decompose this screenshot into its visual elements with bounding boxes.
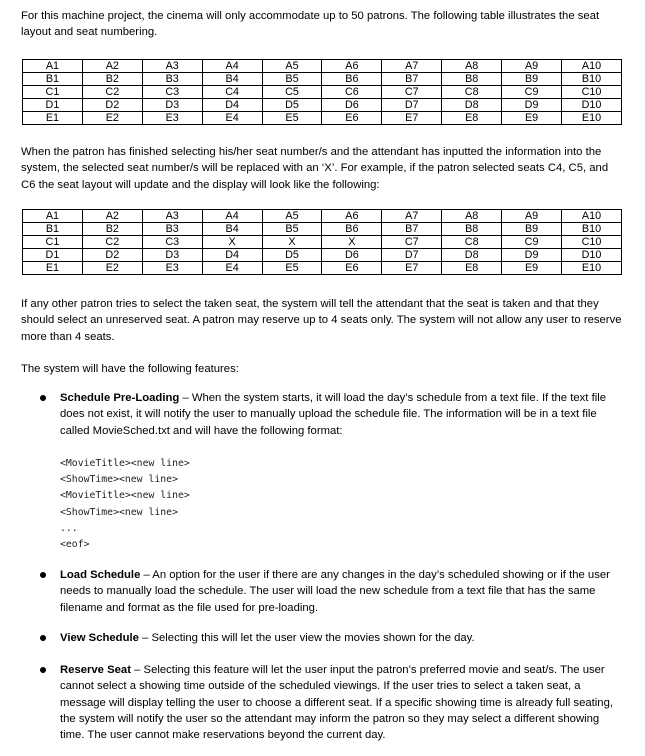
seat-cell: E9 xyxy=(502,262,562,275)
seat-cell: C10 xyxy=(562,236,622,249)
seat-cell: A6 xyxy=(322,210,382,223)
seat-cell: E4 xyxy=(202,262,262,275)
code-line: <ShowTime><new line> xyxy=(60,506,178,518)
feature-text: – Selecting this will let the user view the movies shown for the day. xyxy=(138,632,475,644)
seat-cell: D4 xyxy=(202,99,262,112)
seat-cell: D1 xyxy=(23,249,83,262)
seat-cell: E9 xyxy=(502,112,562,125)
seat-cell: C2 xyxy=(82,236,142,249)
seat-row xyxy=(23,73,622,86)
seat-cell: D5 xyxy=(262,249,322,262)
seat-row xyxy=(23,60,622,73)
seat-cell: B3 xyxy=(142,73,202,86)
seat-cell: E7 xyxy=(382,262,442,275)
seat-row xyxy=(23,99,622,112)
seat-cell: A1 xyxy=(23,60,83,73)
seat-cell: B2 xyxy=(82,223,142,236)
seat-cell: B7 xyxy=(382,223,442,236)
code-line: <ShowTime><new line> xyxy=(60,474,178,486)
seat-cell: B2 xyxy=(82,73,142,86)
seat-cell: X xyxy=(202,236,262,249)
seat-cell: C1 xyxy=(23,86,83,99)
code-line: ... xyxy=(60,522,78,534)
intro-paragraph: For this machine project, the cinema will only accommodate up to 50 patrons. The following table illustrates the seat layout and seat numbering. xyxy=(21,10,600,39)
seat-cell: D7 xyxy=(382,249,442,262)
seat-cell: D9 xyxy=(502,99,562,112)
feature-schedule-preloading xyxy=(0,390,618,439)
seat-cell: X xyxy=(322,236,382,249)
seat-cell: E4 xyxy=(202,112,262,125)
taken-seat-paragraph: If any other patron tries to select the taken seat, the system will tell the attendant that the seat is taken and that they should select an unreserved seat. A patron may reserve up to 4 seats only. The system will not allow any user to reserve more than 4 seats. xyxy=(21,298,622,343)
seat-cell: D10 xyxy=(562,249,622,262)
seat-cell: C5 xyxy=(262,86,322,99)
seat-cell: C7 xyxy=(382,86,442,99)
seat-cell: A2 xyxy=(82,60,142,73)
seat-cell: A5 xyxy=(262,60,322,73)
seat-cell: A9 xyxy=(502,210,562,223)
seat-row xyxy=(23,249,622,262)
seat-cell: A10 xyxy=(562,60,622,73)
feature-text: – An option for the user if there are any changes in the day’s scheduled showing or if the user needs to manually load the schedule. The user will load the new schedule from a text file that has the same filename and format as the file used for pre-loading. xyxy=(60,569,610,614)
seat-row xyxy=(23,236,622,249)
seat-row xyxy=(23,86,622,99)
seat-cell: C8 xyxy=(442,86,502,99)
seat-cell: C2 xyxy=(82,86,142,99)
seat-cell: E7 xyxy=(382,112,442,125)
seat-cell: E5 xyxy=(262,262,322,275)
seat-cell: C3 xyxy=(142,86,202,99)
seat-cell: D2 xyxy=(82,99,142,112)
seat-cell: B4 xyxy=(202,73,262,86)
seat-cell: B8 xyxy=(442,73,502,86)
selection-paragraph: When the patron has finished selecting his/her seat number/s and the attendant has inputted the information into the system, the selected seat number/s will be replaced with an ‘X’. For example, if the patron selected seats C4, C5, and C6 the seat layout will update and the display will look like the following: xyxy=(21,146,609,191)
seat-cell: B8 xyxy=(442,223,502,236)
feature-load-schedule xyxy=(0,567,618,616)
seat-cell: A2 xyxy=(82,210,142,223)
seat-cell: C1 xyxy=(23,236,83,249)
seat-cell: C9 xyxy=(502,86,562,99)
seat-cell: E3 xyxy=(142,112,202,125)
seat-cell: B7 xyxy=(382,73,442,86)
feature-title: Reserve Seat xyxy=(60,664,131,676)
seat-cell: B1 xyxy=(23,223,83,236)
code-line: <MovieTitle><new line> xyxy=(60,490,190,502)
seat-cell: E1 xyxy=(23,262,83,275)
bullet-icon xyxy=(40,572,46,578)
seat-cell: B6 xyxy=(322,223,382,236)
seat-cell: E6 xyxy=(322,262,382,275)
seat-cell: A4 xyxy=(202,210,262,223)
bullet-icon xyxy=(40,667,46,673)
seat-cell: E6 xyxy=(322,112,382,125)
feature-view-schedule xyxy=(0,630,618,646)
seat-cell: D3 xyxy=(142,99,202,112)
feature-title: Schedule Pre-Loading xyxy=(60,392,180,404)
feature-text: – Selecting this feature will let the user input the patron’s preferred movie and seat/s. The user cannot select a showing time outside of the scheduled viewings. If the user tries to select a taken seat, a message will display telling the user to choose a different seat. If a specific showing time is already full seating, the system will notify the user so the attendant may inform the patron so they may select a different showing time. The user cannot make reservations beyond the current day. xyxy=(60,664,613,742)
seat-cell: C4 xyxy=(202,86,262,99)
feature-reserve-seat xyxy=(0,662,618,743)
seat-cell: E2 xyxy=(82,262,142,275)
bullet-icon xyxy=(40,395,46,401)
seat-cell: C8 xyxy=(442,236,502,249)
seat-row xyxy=(23,112,622,125)
seat-cell: D6 xyxy=(322,99,382,112)
seat-cell: B4 xyxy=(202,223,262,236)
seat-cell: C6 xyxy=(322,86,382,99)
seat-cell: B5 xyxy=(262,223,322,236)
seat-cell: E10 xyxy=(562,262,622,275)
updated-seat-layout-table xyxy=(22,209,622,275)
seat-cell: E10 xyxy=(562,112,622,125)
code-line: <eof> xyxy=(60,539,90,551)
seat-cell: A10 xyxy=(562,210,622,223)
seat-cell: E1 xyxy=(23,112,83,125)
bullet-icon xyxy=(40,635,46,641)
seat-cell: D2 xyxy=(82,249,142,262)
seat-cell: C10 xyxy=(562,86,622,99)
seat-cell: D9 xyxy=(502,249,562,262)
seat-cell: B10 xyxy=(562,73,622,86)
seat-cell: B5 xyxy=(262,73,322,86)
seat-row xyxy=(23,223,622,236)
seat-cell: B10 xyxy=(562,223,622,236)
seat-cell: A8 xyxy=(442,60,502,73)
seat-cell: D3 xyxy=(142,249,202,262)
feature-text: – When the system starts, it will load the day’s schedule from a text file. If the text file does not exist, it will notify the user to manually upload the schedule file. The information will be in a text file called MovieSched.txt and will have the following format: xyxy=(60,392,607,437)
seat-cell: E8 xyxy=(442,262,502,275)
feature-title: Load Schedule xyxy=(60,569,141,581)
seat-cell: A3 xyxy=(142,210,202,223)
code-line: <MovieTitle><new line> xyxy=(60,458,190,469)
seat-cell: A3 xyxy=(142,60,202,73)
seat-cell: A9 xyxy=(502,60,562,73)
seat-cell: B1 xyxy=(23,73,83,86)
seat-cell: E2 xyxy=(82,112,142,125)
feature-title: View Schedule xyxy=(60,632,139,644)
seat-cell: E3 xyxy=(142,262,202,275)
seat-cell: A4 xyxy=(202,60,262,73)
seat-cell: C9 xyxy=(502,236,562,249)
seat-cell: E5 xyxy=(262,112,322,125)
seat-cell: B6 xyxy=(322,73,382,86)
seat-cell: C3 xyxy=(142,236,202,249)
seat-cell: D8 xyxy=(442,99,502,112)
seat-cell: E8 xyxy=(442,112,502,125)
seat-layout-table xyxy=(22,59,622,125)
seat-cell: D1 xyxy=(23,99,83,112)
features-intro: The system will have the following features: xyxy=(21,363,239,375)
file-format-code xyxy=(60,456,190,553)
seat-cell: A7 xyxy=(382,60,442,73)
seat-cell: X xyxy=(262,236,322,249)
seat-row xyxy=(23,210,622,223)
seat-cell: A6 xyxy=(322,60,382,73)
seat-cell: B9 xyxy=(502,223,562,236)
seat-cell: D6 xyxy=(322,249,382,262)
seat-cell: A8 xyxy=(442,210,502,223)
seat-cell: A1 xyxy=(23,210,83,223)
seat-cell: D4 xyxy=(202,249,262,262)
seat-cell: A5 xyxy=(262,210,322,223)
seat-cell: D8 xyxy=(442,249,502,262)
seat-cell: A7 xyxy=(382,210,442,223)
seat-cell: C7 xyxy=(382,236,442,249)
seat-cell: D7 xyxy=(382,99,442,112)
seat-cell: D10 xyxy=(562,99,622,112)
seat-cell: B9 xyxy=(502,73,562,86)
seat-cell: B3 xyxy=(142,223,202,236)
seat-row xyxy=(23,262,622,275)
seat-cell: D5 xyxy=(262,99,322,112)
